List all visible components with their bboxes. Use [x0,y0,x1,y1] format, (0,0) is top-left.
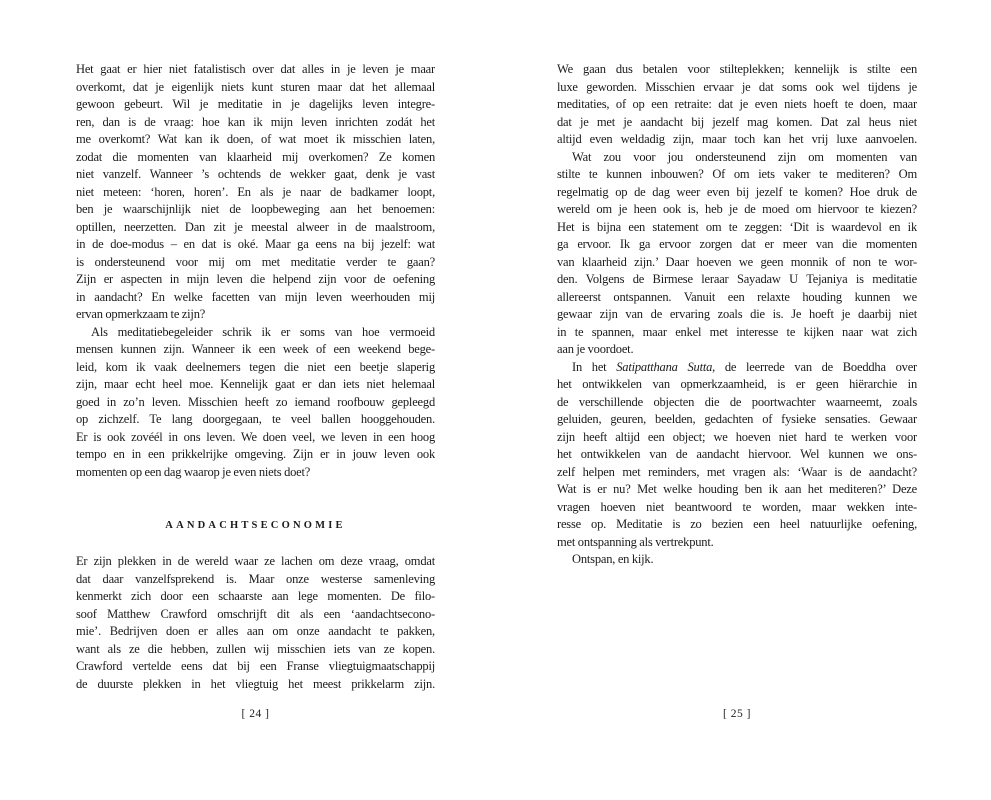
text-line: want als ze die hebben, zullen wij misschien iets van ze kopen. [76,641,435,656]
text-line: altijd even weldadig zijn, maar toch kan het vrij luxe aanvoelen. [557,132,917,146]
text-line: niet vanzelf. Wanneer ’s ochtends de wekker gaat, denk je vast [76,167,435,181]
text-line: van klaarheid zijn.’ Daar hoeven we geen monnik of non te wor- [557,254,917,269]
text-line: Als meditatiebegeleider schrik ik er soms van hoe vermoeid [91,324,435,339]
text-line: aan je voordoet. [557,342,634,356]
text-line: mie’. Bedrijven doen er alles aan om onze aandacht te pakken, [76,624,435,638]
text-line: Crawford vertelde eens dat bij een Franse vliegtuigmaatschappij [76,659,435,673]
text-line: ervan opmerkzaam te zijn? [76,307,206,321]
text-line: goed in zo’n leven. Misschien heeft zo iemand roofbouw gepleegd [76,394,435,409]
section-heading: AANDACHTSECONOMIE [165,520,346,531]
text-line: ren, dan is de vraag: hoe kan ik mijn leven inrichten zodát het [76,114,435,129]
text-line: We gaan dus betalen voor stilteplekken; kennelijk is stilte een [557,62,917,76]
paragraph [76,324,435,482]
text-line: Het is bijna een statement om te zeggen: ‘Dit is waardevol en ik [557,219,917,234]
paragraph [557,551,917,569]
text-line: Wat is er nu? Met welke houding ben ik aan het mediteren?’ Deze [557,482,917,496]
text-line: regelmatig op de dag weer even bij jezelf te komen? Hoe druk de [557,184,917,199]
text-line: zijn, maar echt heel moe. Kennelijk gaat er dan iets niet helemaal [76,377,435,391]
text-line: niet meteen: ‘horen, horen’. En als je naar de badkamer loopt, [76,184,435,199]
text-line: meditaties, of op een retraite: dat je even niets hoeft te doen, maar [557,97,917,111]
paragraph [557,61,917,149]
text-line: Zijn er aspecten in mijn leven die helpend zijn voor de oefening [76,272,435,286]
text-line: Het gaat er hier niet fatalistisch over dat alles in je leven je maar [76,62,435,76]
text-line: mensen kunnen zijn. Wanneer ik een week of een weekend bege- [76,342,435,356]
text-line: resse op. Meditatie is zo bezien een heel natuurlijke oefening, [557,517,917,531]
text-line: leid, kom ik vaak deelnemers tegen die niet een beetje slaperig [76,359,435,374]
text-line: zodat die momenten van klaarheid mij overkomen? Ze komen [76,149,435,164]
text-line: in aandacht? En welke facetten van mijn leven weerhouden mij [76,289,435,304]
text-line: geluiden, geuren, beelden, gedachten of fysieke sensaties. Gewaar [557,412,917,426]
text-line: ben je waarschijnlijk niet de loopbeweging aan het benoemen: [76,202,435,216]
text-line: den. Volgens de Birmese leraar Sayadaw U Tejaniya is meditatie [557,272,917,286]
text-line: In het Satipatthana Sutta, de leerrede van de Boeddha over [572,359,917,374]
right-page-text [557,61,917,569]
text-line: Ontspan, en kijk. [572,552,654,566]
text-line: de verschillende objecten die de poortwachter waarneemt, zoals [557,394,917,409]
text-line: in te spannen, maar enkel met interesse te kijken naar wat zich [557,324,917,339]
page-number-right: [ 25 ] [723,708,751,720]
text-line: dat daar vanzelfsprekend is. Maar onze westerse samenleving [76,571,435,586]
text-line: me overkomt? Wat kan ik doen, of wat moet ik misschien laten, [76,132,435,146]
text-line: ga ervoor. Ik ga ervoor zorgen dat er meer van die momenten [557,237,917,251]
page-number-left: [ 24 ] [241,708,270,720]
text-line: overkomt, dat je eigenlijk niets kunt sturen maar dat het allemaal [76,79,435,94]
text-line: Wat zou voor jou ondersteunend zijn om momenten van [572,149,917,164]
text-line: luxe geworden. Misschien ervaar je dat soms ook wel tijdens je [557,79,917,94]
paragraph [76,61,435,324]
paragraph [76,553,435,693]
text-line: tempo en in een prikkelrijke omgeving. Zijn er in jouw leven ook [76,447,435,461]
paragraph [557,149,917,359]
text-line: met ontspanning als vertrekpunt. [557,534,714,549]
text-line: Er is ook zovéél in ons leven. We doen veel, we leven in een hoog [76,429,435,444]
text-line: kenmerkt zich door een schaarste aan lege momenten. De filo- [76,589,435,603]
paragraph [557,359,917,552]
text-line: soof Matthew Crawford omschrijft dit als een ‘aandachtsecono- [76,606,435,621]
text-line: optillen, neerzetten. Dan zit je meestal alweer in de maalstroom, [76,219,435,234]
text-line: de duurste plekken in het vliegtuig het meest prikkelarm zijn. [76,676,435,691]
text-line: op zichzelf. Te lang doorgegaan, te veel ballen hooggehouden. [76,412,435,426]
left-page [0,0,495,800]
left-page-text [76,61,435,693]
text-line: gewoon gebeurt. Wil je meditatie in je dagelijks leven integre- [76,97,435,111]
text-line: dat je met je aandacht bij jezelf mag komen. Dat zal heus niet [557,114,917,129]
text-line: het ontwikkelen van de aandacht hiervoor. Wel kunnen we ons- [557,447,917,461]
text-line: zelf helpen met reminders, met vragen als: ‘Waar is de aandacht? [557,464,917,479]
text-line: stilte te kunnen inbouwen? Of om iets vaker te mediteren? Om [557,167,917,181]
text-line: momenten op een dag waarop je even niets doet? [76,464,311,479]
text-line: zijn heeft altijd een object; we hoeven niet hard te werken voor [557,429,917,444]
text-line: allereerst ontspannen. Vanuit een relaxte houding kunnen we [557,289,917,304]
text-line: Er zijn plekken in de wereld waar ze lachen om deze vraag, omdat [76,554,435,568]
text-line: vragen hoeven niet beantwoord te worden, maar wekken inte- [557,499,917,514]
text-line: het ontwikkelen van opmerkzaamheid, is er geen hiërarchie in [557,377,917,391]
text-line: wereld om je heen ook is, heb je de moed om hiervoor te kiezen? [557,202,917,216]
right-page [495,0,991,800]
text-line: gewaar zijn van de ervaring zoals die is. Je hoeft je daarbij niet [557,307,917,321]
text-line: in de doe-modus – en dat is oké. Maar ga eens na bij jezelf: wat [76,237,435,251]
text-line: is ondersteunend voor mij om met meditatie verder te gaan? [76,254,435,269]
